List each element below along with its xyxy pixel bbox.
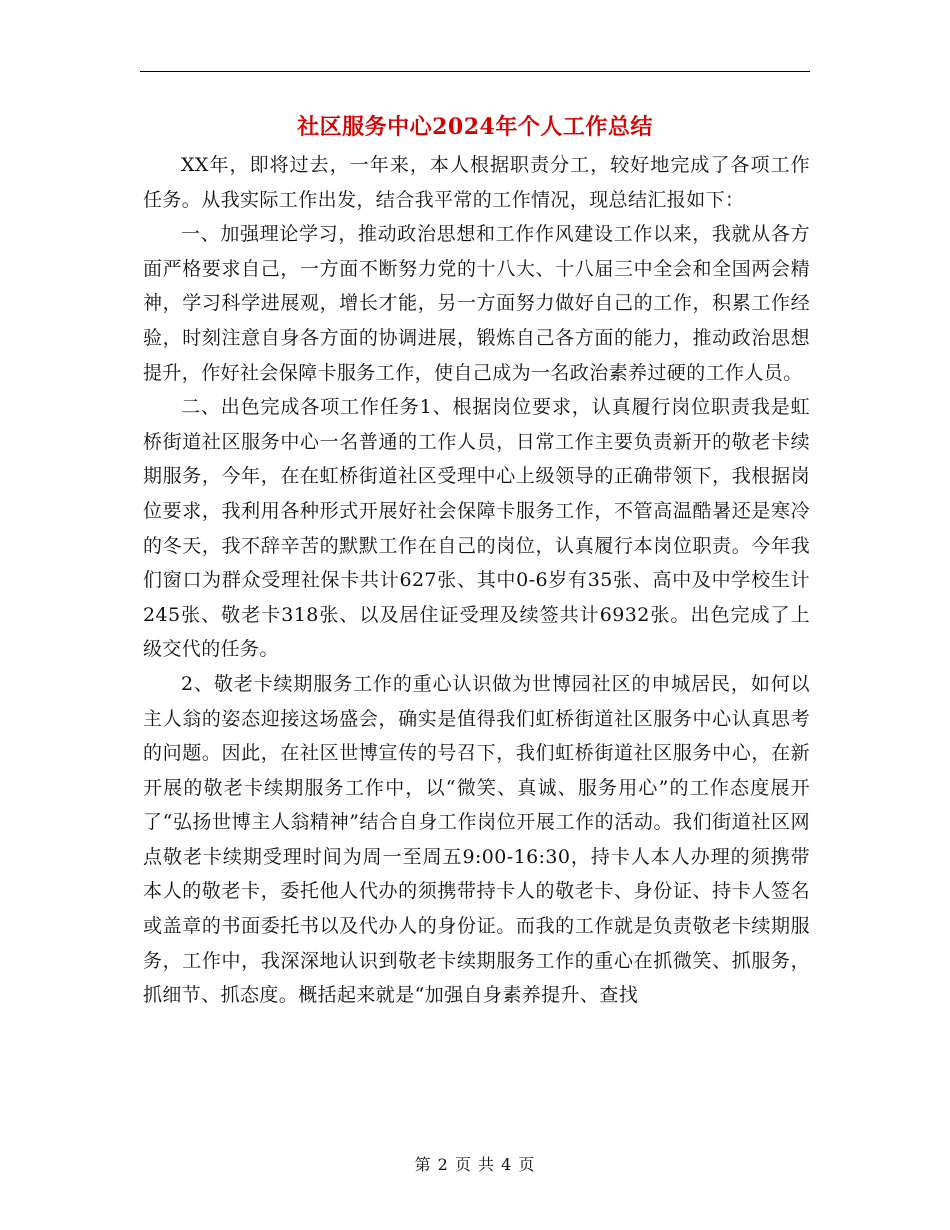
header-rule [140, 71, 810, 72]
paragraph-task-completion: 二、出色完成各项工作任务1、根据岗位要求，认真履行岗位职责我是虹桥街道社区服务中心一名普通的工作人员，日常工作主要负责新开的敬老卡续期服务，今年，在在虹桥街道社区受理中心上级领导的正确带领下，我根据岗位要求，我利用各种形式开展好社会保障卡服务工作，不管高温酷暑还是寒冷的冬天，我不辞辛苦的默默工作在自己的岗位，认真履行本岗位职责。今年我们窗口为群众受理社保卡共计627张、其中0-6岁有35张、高中及中学校生计245张、敬老卡318张、以及居住证受理及续签共计6932张。出色完成了上级交代的任务。 [143, 396, 810, 661]
paragraph-senior-card-service: 2、敬老卡续期服务工作的重心认识做为世博园社区的申城居民，如何以主人翁的姿态迎接这场盛会，确实是值得我们虹桥街道社区服务中心认真思考的问题。因此，在社区世博宣传的号召下，我们虹桥街道社区服务中心，在新开展的敬老卡续期服务工作中，以“微笑、真诚、服务用心”的工作态度展开了“弘扬世博主人翁精神”结合自身工作岗位开展工作的活动。我们街道社区网点敬老卡续期受理时间为周一至周五9:00-16:30，持卡人本人办理的须携带本人的敬老卡，委托他人代办的须携带持卡人的敬老卡、身份证、持卡人签名或盖章的书面委托书以及代办人的身份证。而我的工作就是负责敬老卡续期服务，工作中，我深深地认识到敬老卡续期服务工作的重心在抓微笑、抓服务，抓细节、抓态度。概括起来就是“加强自身素养提升、查找 [143, 672, 810, 1007]
paragraph-theory-study: 一、加强理论学习，推动政治思想和工作作风建设工作以来，我就从各方面严格要求自己，一方面不断努力党的十八大、十八届三中全会和全国两会精神，学习科学进展观，增长才能，另一方面努力做好自己的工作，积累工作经验，时刻注意自身各方面的协调进展，锻炼自己各方面的能力，推动政治思想提升，作好社会保障卡服务工作，使自己成为一名政治素养过硬的工作人员。 [143, 223, 810, 384]
document-body [143, 148, 810, 1013]
document-title: 社区服务中心2024年个人工作总结 [297, 114, 653, 140]
paragraph-intro: XX年，即将过去，一年来，本人根据职责分工，较好地完成了各项工作任务。从我实际工作出发，结合我平常的工作情况，现总结汇报如下： [143, 154, 810, 211]
page-footer: 第 2 页 共 4 页 [414, 1155, 536, 1174]
